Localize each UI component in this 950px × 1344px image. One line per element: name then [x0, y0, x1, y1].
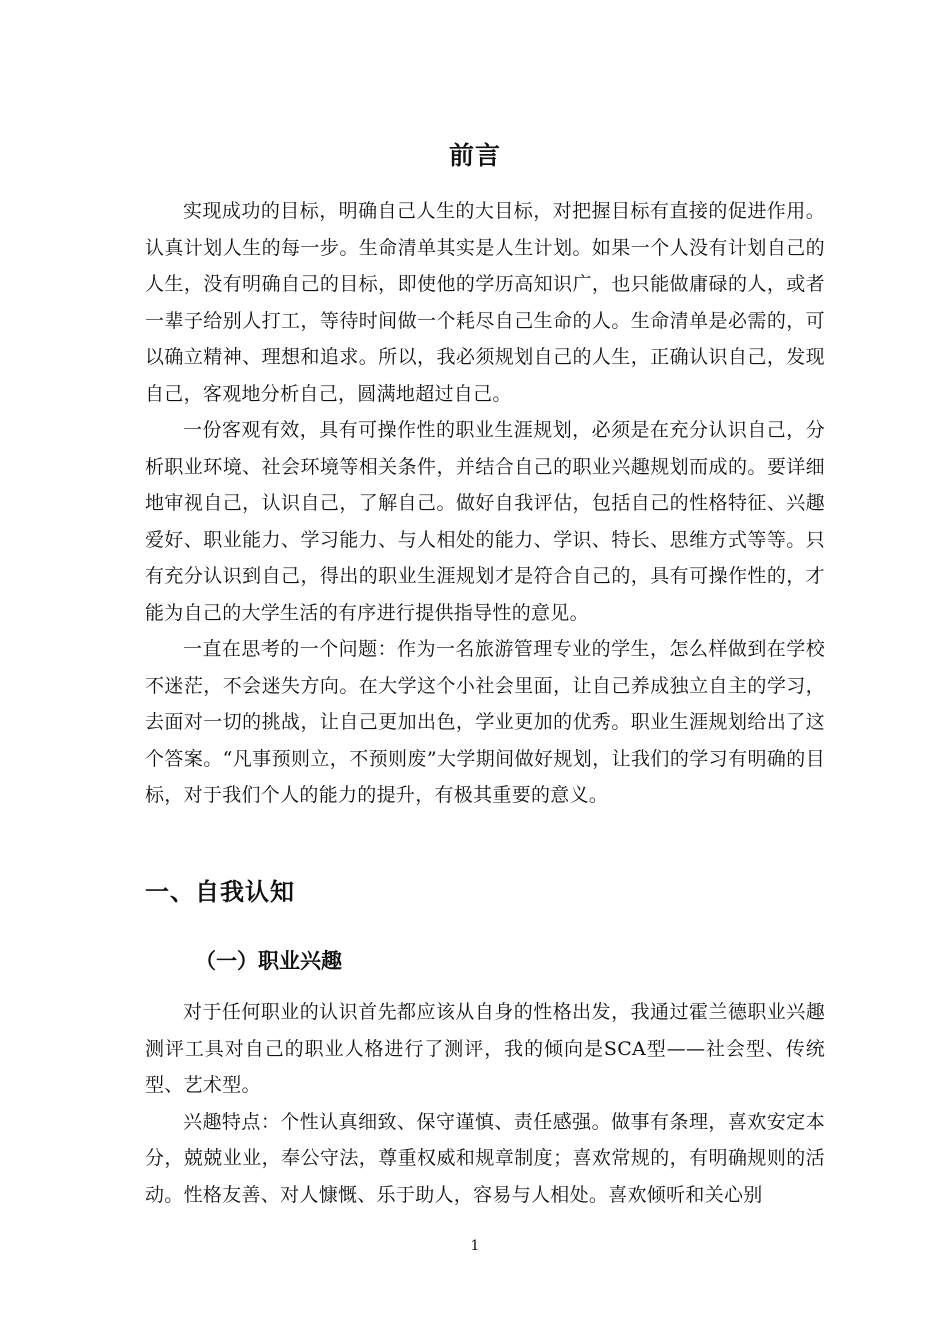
page-title: 前言	[448, 141, 501, 170]
section-body	[145, 994, 825, 1213]
page-number: 1	[470, 1238, 480, 1254]
preface-paragraph-1: 实现成功的目标，明确自己人生的大目标，对把握目标有直接的促进作用。认真计划人生的每一步。生命清单其实是人生计划。如果一个人没有计划自己的人生，没有明确自己的目标，即使他的学历高知识广，也只能做庸碌的人，或者一辈子给别人打工，等待时间做一个耗尽自己生命的人。生命清单是必需的，可以确立精神、理想和追求。所以，我必须规划自己的人生，正确认识自己，发现自己，客观地分析自己，圆满地超过自己。	[145, 200, 825, 405]
subsection-heading: （一）职业兴趣	[195, 949, 342, 973]
preface-body	[145, 193, 825, 814]
preface-paragraph-2: 一份客观有效，具有可操作性的职业生涯规划，必须是在充分认识自己，分析职业环境、社会环境等相关条件，并结合自己的职业兴趣规划而成的。要详细地审视自己，认识自己，了解自己。做好自我评估，包括自己的性格特征、兴趣爱好、职业能力、学习能力、与人相处的能力、学识、特长、思维方式等等。只有充分认识到自己，得出的职业生涯规划才是符合自己的，具有可操作性的，才能为自己的大学生活的有序进行提供指导性的意见。	[145, 419, 825, 624]
section-heading: 一、自我认知	[145, 878, 295, 906]
section-paragraph-1: 对于任何职业的认识首先都应该从自身的性格出发，我通过霍兰德职业兴趣测评工具对自己的职业人格进行了测评，我的倾向是SCA型——社会型、传统型、艺术型。	[145, 1001, 825, 1096]
section-paragraph-2: 兴趣特点：个性认真细致、保守谨慎、责任感强。做事有条理，喜欢安定本分，兢兢业业，奉公守法，尊重权威和规章制度；喜欢常规的，有明确规则的活动。性格友善、对人慷慨、乐于助人，容易与人相处。喜欢倾听和关心别	[145, 1110, 825, 1206]
preface-paragraph-3: 一直在思考的一个问题：作为一名旅游管理专业的学生，怎么样做到在学校不迷茫，不会迷失方向。在大学这个小社会里面，让自己养成独立自主的学习，去面对一切的挑战，让自己更加出色，学业更加的优秀。职业生涯规划给出了这个答案。“凡事预则立，不预则废”大学期间做好规划，让我们的学习有明确的目标，对于我们个人的能力的提升，有极其重要的意义。	[145, 638, 825, 806]
